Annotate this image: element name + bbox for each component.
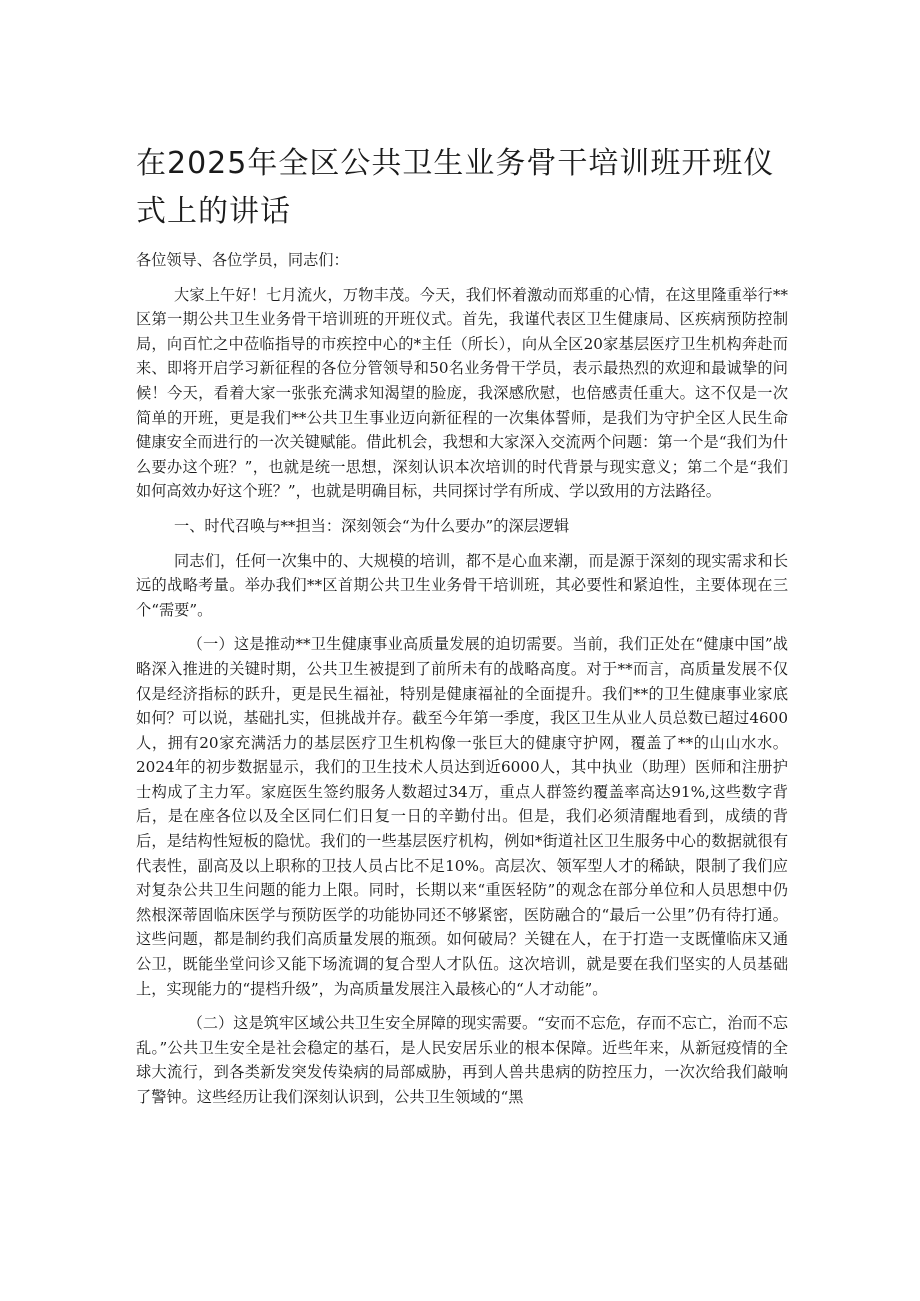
paragraph-need-1: （一）这是推动**卫生健康事业高质量发展的迫切需要。当前，我们正处在“健康中国”战略深入推进的关键时期，公共卫生被提到了前所未有的战略高度。对于**而言，高质量发展不仅仅是经济指标的跃升，更是民生福祉，特别是健康福祉的全面提升。我们**的卫生健康事业家底如何？可以说，基础扎实，但挑战并存。截至今年第一季度，我区卫生从业人员总数已超过4600人，拥有20家充满活力的基层医疗卫生机构像一张巨大的健康守护网，覆盖了**的山山水水。2024年的初步数据显示，我们的卫生技术人员达到近6000人，其中执业（助理）医师和注册护士构成了主力军。家庭医生签约服务人数超过34万，重点人群签约覆盖率高达91%,这些数字背后，是在座各位以及全区同仁们日复一日的辛勤付出。但是，我们必须清醒地看到，成绩的背后，是结构性短板的隐忧。我们的一些基层医疗机构，例如*街道社区卫生服务中心的数据就很有代表性，副高及以上职称的卫技人员占比不足10%。高层次、领军型人才的稀缺，限制了我们应对复杂公共卫生问题的能力上限。同时，长期以来“重医轻防”的观念在部分单位和人员思想中仍然根深蒂固临床医学与预防医学的功能协同还不够紧密，医防融合的“最后一公里”仍有待打通。这些问题，都是制约我们高质量发展的瓶颈。如何破局？关键在人，在于打造一支既懂临床又通公卫，既能坐堂问诊又能下场流调的复合型人才队伍。这次培训，就是要在我们坚实的人员基础上，实现能力的“提档升级”，为高质量发展注入最核心的“人才动能”。: [136, 635, 788, 998]
section-heading-1: 一、时代召唤与**担当：深刻领会“为什么要办”的深层逻辑: [174, 516, 570, 535]
salutation: 各位领导、各位学员，同志们：: [136, 251, 349, 269]
paragraph-opening: 大家上午好！七月流火，万物丰茂。今天，我们怀着激动而郑重的心情，在这里隆重举行**区第一期公共卫生业务骨干培训班的开班仪式。首先，我谨代表区卫生健康局、区疾病预防控制局，向百忙之中莅临指导的市疾控中心的*主任（所长），向从全区20家基层医疗卫生机构奔赴而来、即将开启学习新征程的各位分管领导和50名业务骨干学员，表示最热烈的欢迎和最诚挚的问候！今天，看着大家一张张充满求知渴望的脸庞，我深感欣慰，也倍感责任重大。这不仅是一次简单的开班，更是我们**公共卫生事业迈向新征程的一次集体誓师，是我们为守护全区人民生命健康安全而进行的一次关键赋能。借此机会，我想和大家深入交流两个问题：第一个是“我们为什么要办这个班？”，也就是统一思想，深刻认识本次培训的时代背景与现实意义；第二个是“我们如何高效办好这个班？”，也就是明确目标，共同探讨学有所成、学以致用的方法路径。: [136, 285, 788, 501]
paragraph-section1-intro: 同志们，任何一次集中的、大规模的培训，都不是心血来潮，而是源于深刻的现实需求和长远的战略考量。举办我们**区首期公共卫生业务骨干培训班，其必要性和紧迫性，主要体现在三个“需要”。: [136, 551, 788, 619]
document-title: 在2025年全区公共卫生业务骨干培训班开班仪式上的讲话: [136, 146, 775, 229]
paragraph-need-2: （二）这是筑牢区域公共卫生安全屏障的现实需要。“安而不忘危，存而不忘亡，治而不忘乱。”公共卫生安全是社会稳定的基石，是人民安居乐业的根本保障。近些年来，从新冠疫情的全球大流行，到各类新发突发传染病的局部威胁，再到人兽共患病的防控压力，一次次给我们敲响了警钟。这些经历让我们深刻认识到，公共卫生领域的“黑: [136, 1014, 788, 1106]
document-body: [136, 248, 788, 1120]
